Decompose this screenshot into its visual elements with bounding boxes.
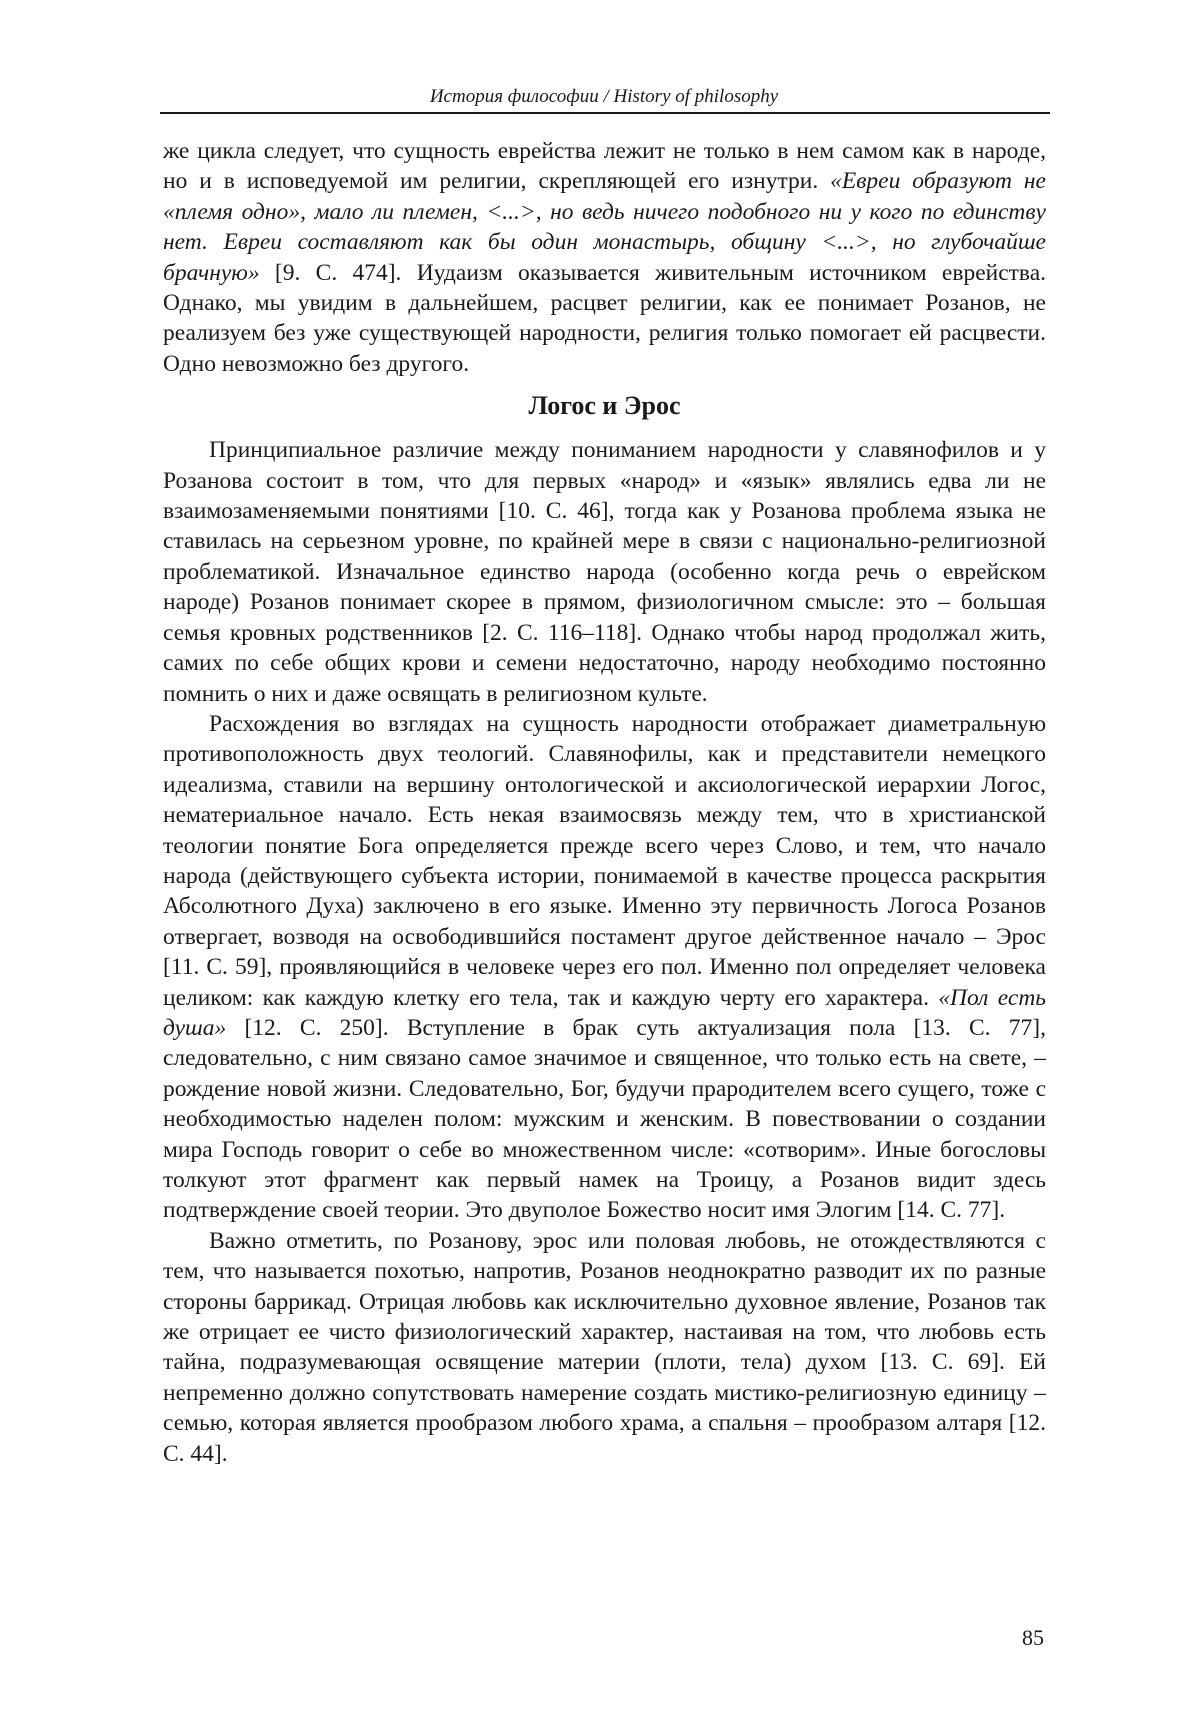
header-rule	[160, 112, 1050, 114]
paragraph-text: [12. С. 250]. Вступление в брак суть актуализация пола [13. С. 77], следовательно, с ним связано самое значимое и священное, что только есть на свете, – рождение новой жизни. Следовательно, Бог, будучи прародителем всего сущего, тоже с необходимостью наделен полом: мужским и женским. В повествовании о создании мира Господь говорит о себе во множественном числе: «сотворим». Иные богословы толкуют этот фрагмент как первый намек на Троицу, а Розанов видит здесь подтверждение своей теории. Это двуполое Божество носит имя Элогим [14. С. 77].	[163, 1014, 1046, 1224]
quotation: «Пол есть душа»	[163, 984, 1046, 1041]
page-number: 85	[1022, 1625, 1044, 1650]
paragraph: Принципиальное различие между пониманием народности у славянофилов и у Розанова состоит в том, что для первых «народ» и «язык» являлись едва ли не взаимозаменяемыми понятиями [10. С. 46], тогда как у Розанова проблема языка не ставилась на серьезном уровне, по крайней мере в связи с национально-религиозной проблематикой. Изначальное единство народа (особенно когда речь о еврейском народе) Розанов понимает скорее в прямом, физиологичном смысле: это – большая семья кровных родственников [2. С. 116–118]. Однако чтобы народ продолжал жить, самих по себе общих крови и семени недостаточно, народу необходимо постоянно помнить о них и даже освящать в религиозном культе.	[163, 437, 1046, 707]
paragraph-text: же цикла следует, что сущность еврейства лежит не только в нем самом как в народе, но и в исповедуемой им религии, скрепляющей его изнутри.	[163, 138, 1046, 195]
paragraph-continuation	[163, 136, 1046, 379]
article-body	[163, 136, 1046, 1469]
quotation: «Евреи образуют не «племя одно», мало ли племен, <...>, но ведь ничего подобного ни у кого по единству нет. Евреи составляют как бы один монастырь, общину <...>, но глубочайше брачную»	[163, 168, 1046, 286]
running-header: История философии / History of philosophy	[429, 86, 779, 107]
paragraph: Важно отметить, по Розанову, эрос или половая любовь, не отождествляются с тем, что называется похотью, напротив, Розанов неоднократно разводит их по разные стороны баррикад. Отрицая любовь как исключительно духовное явление, Розанов так же отрицает ее чисто физиологический характер, настаивая на том, что любовь есть тайна, подразумевающая освящение материи (плоти, тела) духом [13. С. 69]. Ей непременно должно сопутствовать намерение создать мистико-религиозную единицу – семью, которая является прообразом любого храма, а спальня – прообразом алтаря [12. С. 44].	[163, 1227, 1046, 1467]
paragraph-text: Расхождения во взглядах на сущность народности отображает диаметральную противоположность двух теологий. Славянофилы, как и представители немецкого идеализма, ставили на вершину онтологической и аксиологической иерархии Логос, нематериальное начало. Есть некая взаимосвязь между тем, что в христианской теологии понятие Бога определяется прежде всего через Слово, и тем, что начало народа (действующего субъекта истории, понимаемой в качестве процесса раскрытия Абсолютного Духа) заключено в его языке. Именно эту первичность Логоса Розанов отвергает, возводя на освободившийся постамент другое действенное начало – Эрос [11. С. 59], проявляющийся в человеке через его пол. Именно пол определяет человека целиком: как каждую клетку его тела, так и каждую черту его характера.	[163, 710, 1046, 1011]
paragraph	[163, 709, 1046, 1226]
section-heading: Логос и Эрос	[528, 391, 681, 421]
paragraph-text: [9. С. 474]. Иудаизм оказывается живительным источником еврейства. Однако, мы увидим в дальнейшем, расцвет религии, как ее понимает Розанов, не реализуем без уже существующей народности, религия только помогает ей расцвести. Одно невозможно без другого.	[163, 259, 1046, 377]
